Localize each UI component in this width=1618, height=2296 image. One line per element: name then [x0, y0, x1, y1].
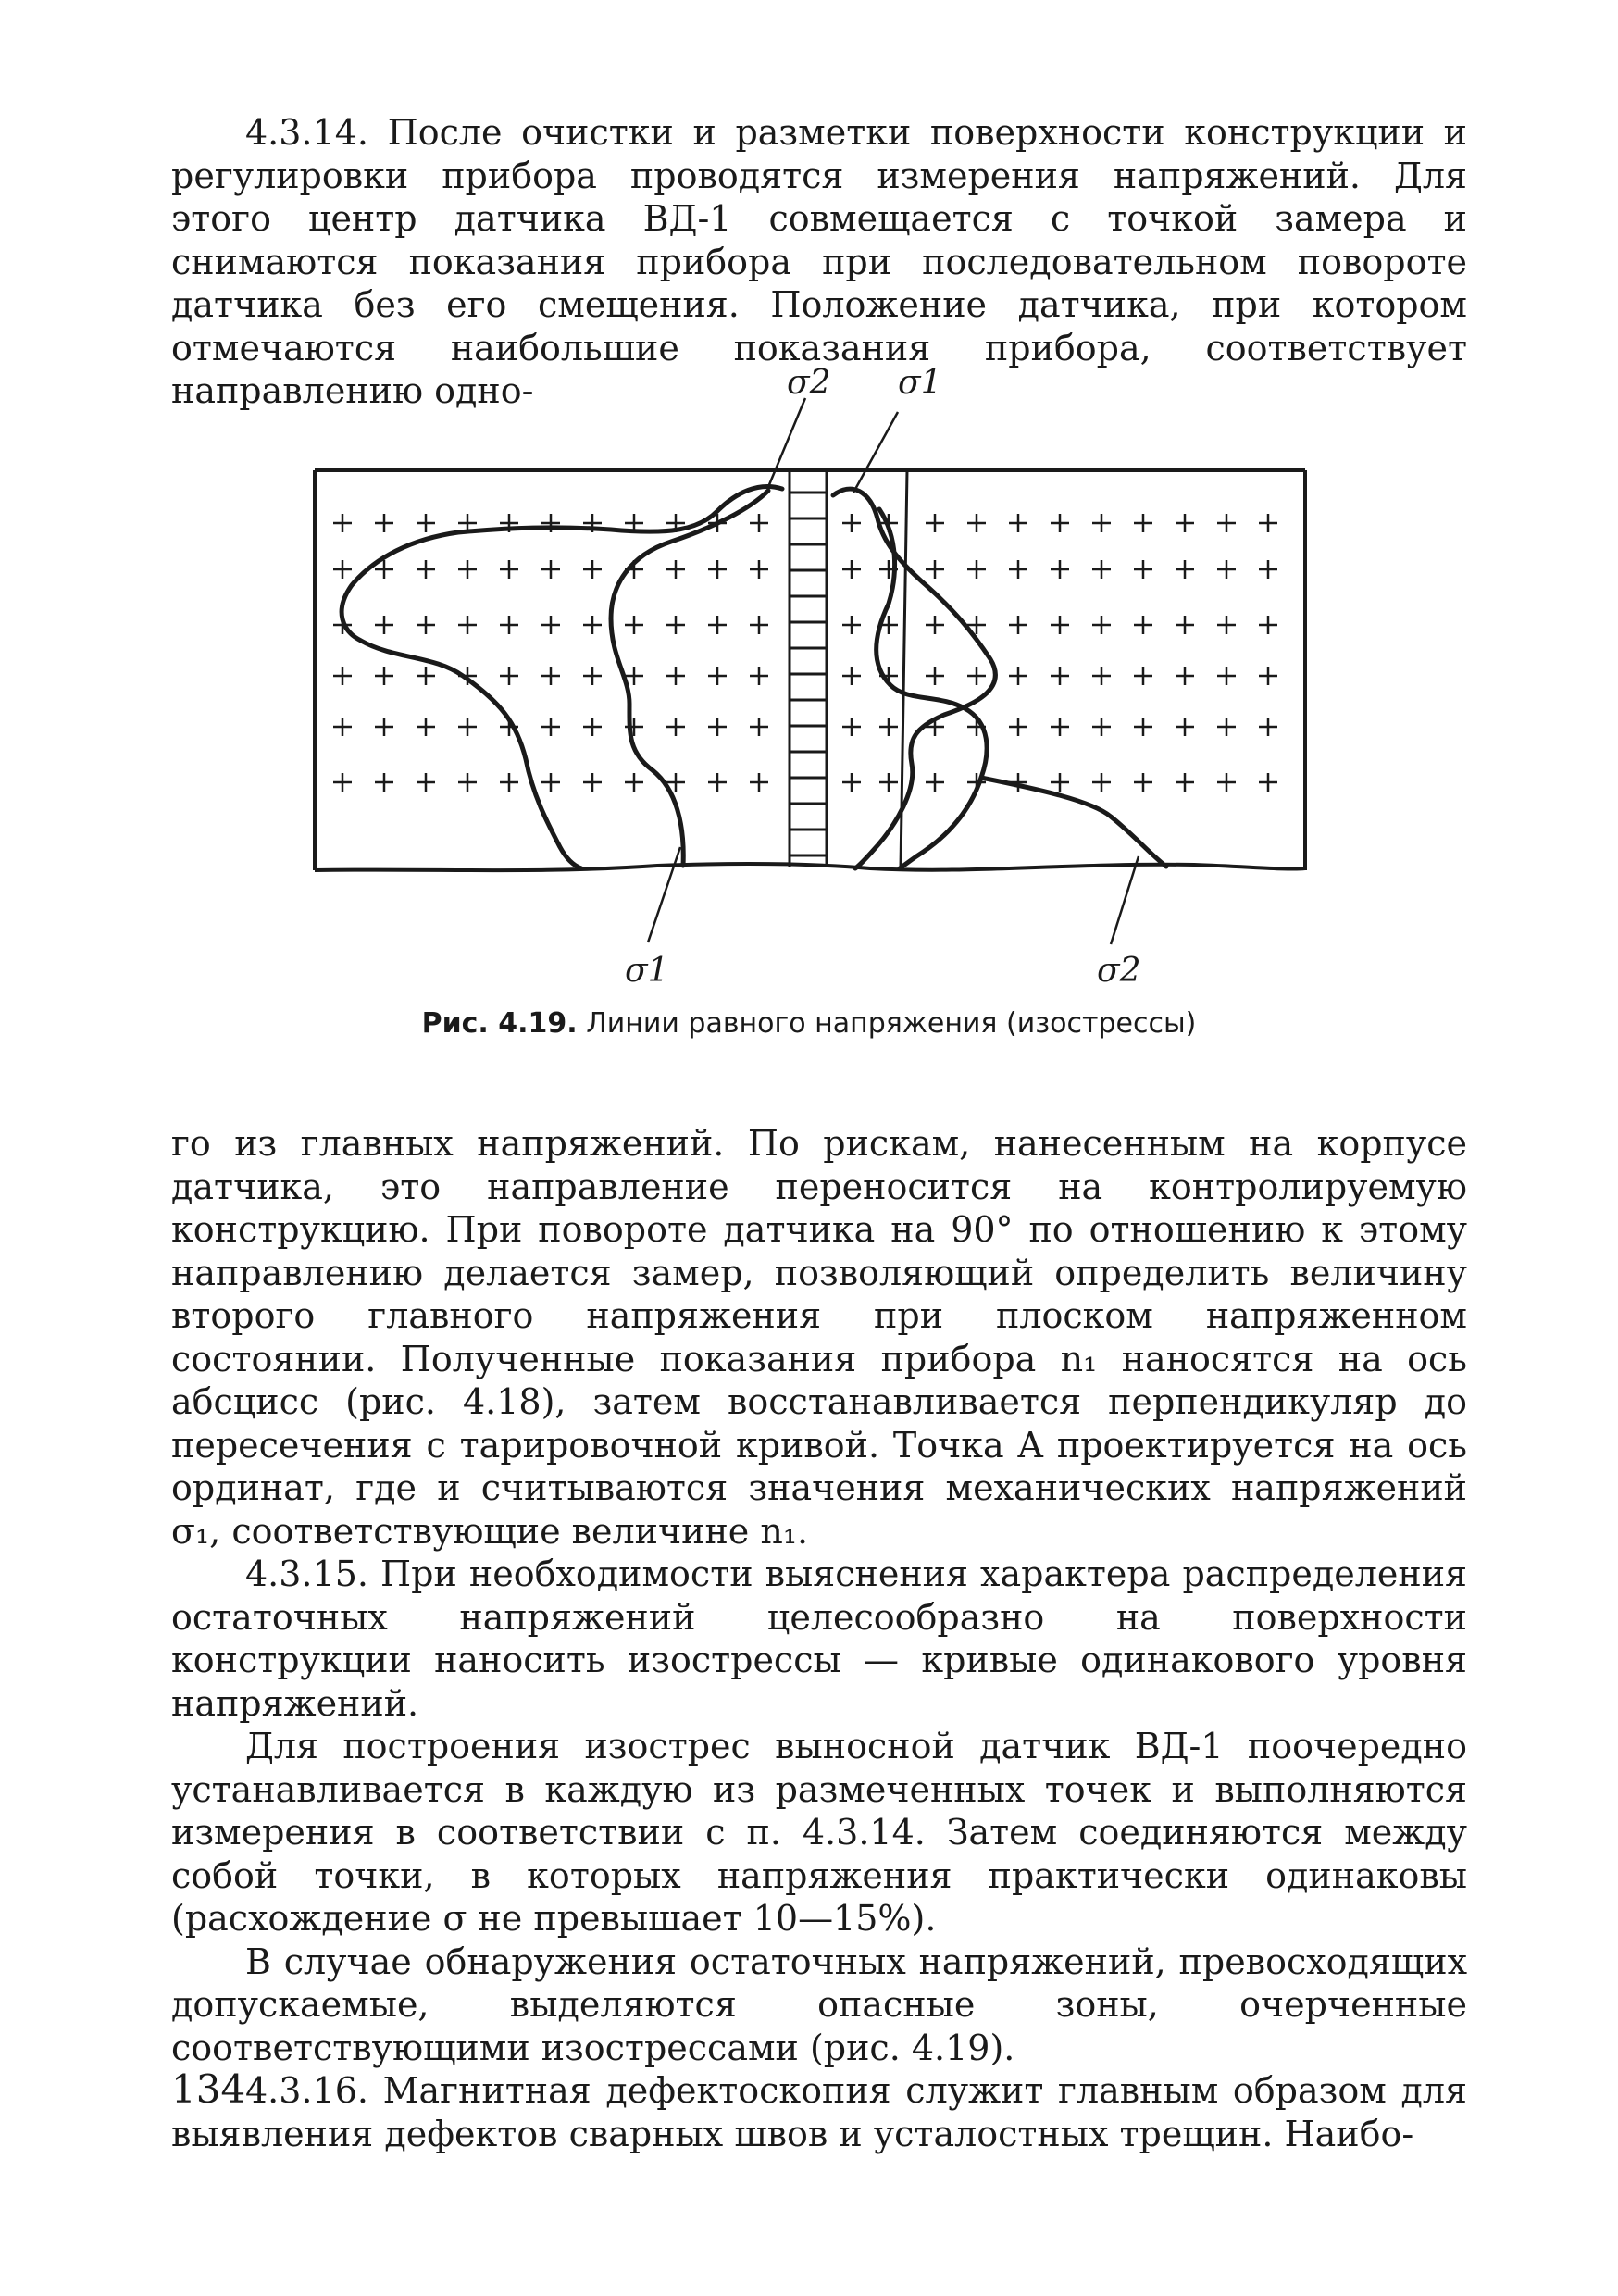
measurement-points: [333, 514, 1277, 792]
weld-seam: [790, 470, 827, 867]
label-sigma1-top: σ1: [898, 364, 942, 402]
paragraph-continuation: го из главных напряжений. По рискам, нанесенным на корпусе датчика, это направление переносится на контролируемую конструкцию. При повороте датчика на 90° по отношению к этому направлению делается замер, позволяющий определить величину второго главного напряжения при плоском напряженном состоянии. Полученные показания прибора n₁ наносятся на ось абсцисс (рис. 4.18), затем восстанавливается перпендикуляр до пересечения с тарировочной кривой. Точка A проектируется на ось ординат, где и считываются значения механических напряжений σ₁, соответствующие величине n₁.: [171, 1123, 1467, 1552]
label-sigma2-top: σ2: [787, 364, 831, 402]
caption-number: Рис. 4.19.: [421, 1007, 578, 1040]
paragraph-4-3-15: 4.3.15. При необходимости выяснения характера распределения остаточных напряжений целесообразно на поверхности конструкции наносить изострессы — кривые одинакового уровня напряжений.: [171, 1554, 1467, 1724]
label-sigma2-bottom: σ2: [1097, 952, 1141, 990]
paragraph-isostress-method: Для построения изострес выносной датчик ВД-1 поочередно устанавливается в каждую из размеченных точек и выполняются измерения в соответствии с п. 4.3.14. Затем соединяются между собой точки, в которых напряжения практически одинаковы (расхождение σ не превышает 10—15%).: [171, 1726, 1467, 1939]
label-sigma1-bottom: σ1: [625, 952, 669, 990]
paragraph-danger-zones: В случае обнаружения остаточных напряжений, превосходящих допускаемые, выделяются опасные зоны, очерченные соответствующими изострессами (рис. 4.19).: [171, 1940, 1467, 2068]
isostress-curves: [342, 486, 1166, 868]
figure-caption: [0, 1007, 1618, 1040]
page-number: 134: [171, 2066, 246, 2112]
paragraph-4-3-16: 4.3.16. Магнитная дефектоскопия служит главным образом для выявления дефектов сварных швов и усталостных трещин. Наибо-: [171, 2070, 1467, 2154]
isostress-left-outer: [342, 486, 782, 868]
isostress-figure: [305, 364, 1324, 1000]
isostress-right-outer-tail: [981, 778, 1166, 867]
isostress-right-inner: [833, 489, 995, 868]
text-block-bottom: [171, 1122, 1467, 2155]
paragraph-4-3-14: 4.3.14. После очистки и разметки поверхности конструкции и регулировки прибора проводятся измерения напряжений. Для этого центр датчика ВД-1 совмещается с точкой замера и снимаются показания прибора при последовательном повороте датчика без его смещения. Положение датчика, при котором отмечаются наибольшие показания прибора, соответствует направлению одно-: [171, 112, 1467, 411]
isostress-right-outer: [877, 509, 987, 868]
caption-text: Линии равного напряжения (изострессы): [586, 1007, 1197, 1040]
